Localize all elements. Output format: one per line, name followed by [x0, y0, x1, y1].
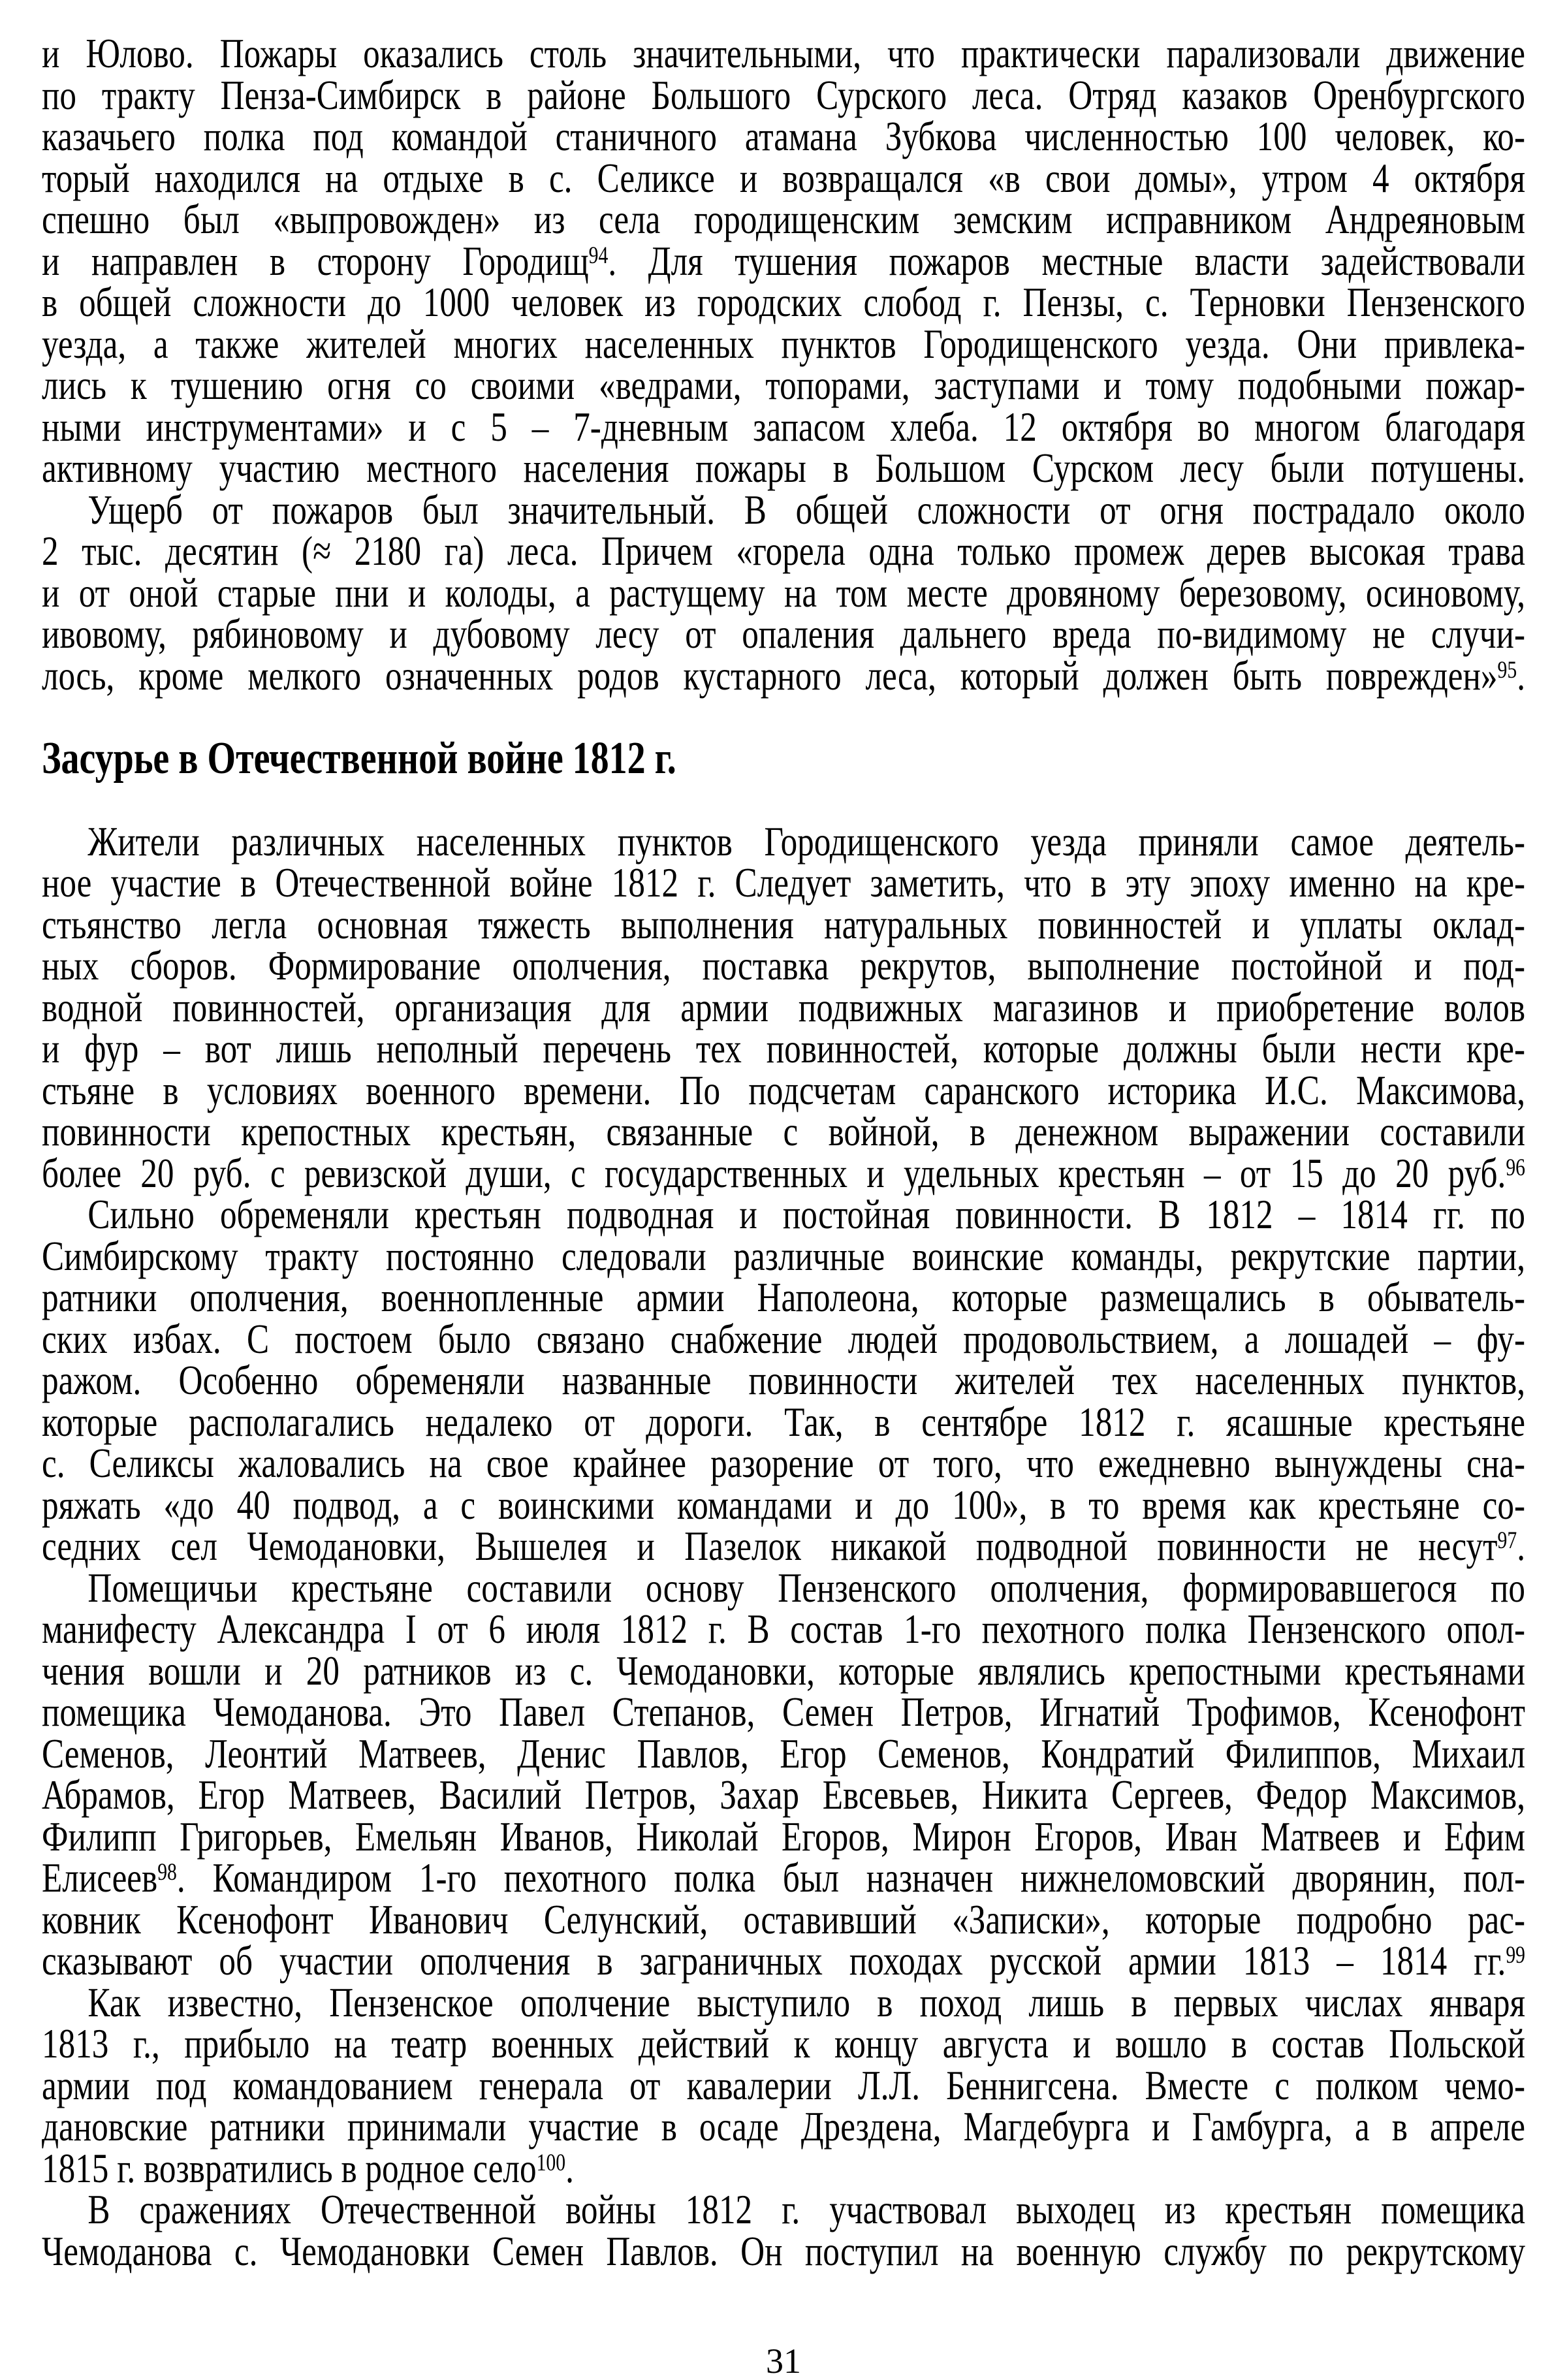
text-line: ратники ополчения, военнопленные армии Наполеона, которые размещались в обыватель-	[42, 1274, 1525, 1320]
text-line: ных сборов. Формирование ополчения, поставка рекрутов, выполнение постойной и под-	[42, 942, 1525, 989]
text-line: Помещичьи крестьяне составили основу Пензенского ополчения, формировавшегося по	[87, 1564, 1526, 1611]
footnote-ref: 100	[536, 2149, 566, 2176]
paragraph	[42, 1564, 1526, 1984]
text-line: 1815 г. возвратились в родное село$^{100}$.	[42, 2144, 574, 2191]
text-line: ряжать «до 40 подвод, а с воинскими командами и до 100», в то время как крестьяне со-	[42, 1481, 1525, 1528]
text-line: чения вошли и 20 ратников из с. Чемодановки, которые являлись крепостными крестьянами	[42, 1647, 1525, 1694]
text-line: ражом. Особенно обременяли названные повинности жителей тех населенных пунктов,	[42, 1357, 1525, 1403]
text-line: и от оной старые пни и колоды, а растущему на том месте дровяному березовому, осиновому,	[42, 569, 1525, 616]
text-line: по тракту Пенза-Симбирск в районе Большого Сурского леса. Отряд казаков Оренбургского	[42, 71, 1525, 118]
section-heading: Засурье в Отечественной войне 1812 г.	[42, 733, 676, 784]
text-line: Филипп Григорьев, Емельян Иванов, Николай Егоров, Мирон Егоров, Иван Матвеев и Ефим	[42, 1813, 1525, 1860]
footnote-ref: 94	[588, 242, 609, 269]
text-line: и направлен в сторону Городищ$^{94}$. Для тушения пожаров местные власти задействовали	[42, 237, 1526, 284]
text-line: уезда, а также жителей многих населенных пунктов Городищенского уезда. Они привлека-	[42, 320, 1525, 367]
text-line: Абрамов, Егор Матвеев, Василий Петров, Захар Евсевьев, Никита Сергеев, Федор Максимов,	[42, 1771, 1525, 1818]
text-line: ными инструментами» и с 5 – 7-дневным запасом хлеба. 12 октября во многом благодаря	[42, 403, 1525, 450]
paragraph	[42, 817, 1526, 1196]
footnote-ref: 99	[1506, 1942, 1525, 1969]
footnote-ref: 96	[1506, 1154, 1525, 1181]
paragraph	[42, 486, 1526, 699]
text-line: казачьего полка под командой станичного атамана Зубкова численностью 100 человек, ко-	[42, 113, 1525, 159]
text-line: ковник Ксенофонт Иванович Селунский, оставивший «Записки», которые подробно рас-	[42, 1896, 1525, 1943]
text-line: Чемоданова с. Чемодановки Семен Павлов. Он поступил на военную службу по рекрутскому	[42, 2227, 1525, 2274]
text-line: активному участию местного населения пожары в Большом Сурском лесу были потушены.	[42, 445, 1525, 491]
text-line: манифесту Александра I от 6 июля 1812 г. В состав 1-го пехотного полка Пензенского опол-	[42, 1606, 1525, 1652]
text-line: торый находился на отдыхе в с. Селиксе и возвращался «в свои домы», утром 4 октября	[42, 154, 1525, 201]
footnote-ref: 97	[1497, 1527, 1517, 1555]
text-line: стьяне в условиях военного времени. По подсчетам саранского историка И.С. Максимова,	[42, 1066, 1525, 1113]
text-line: ивовому, рябиновому и дубовому лесу от опаления дальнего вреда по-видимому не случи-	[42, 611, 1525, 657]
text-line: в общей сложности до 1000 человек из городских слобод г. Пензы, с. Терновки Пензенского	[42, 279, 1525, 325]
paragraph	[42, 30, 1526, 491]
text-line: седних сел Чемодановки, Вышелея и Пазелок никакой подводной повинности не несут$^{97}$.	[42, 1523, 1525, 1569]
text-line: более 20 руб. с ревизской души, с государственных и удельных крестьян – от 15 до 20 руб.$^{96}$	[42, 1149, 1525, 1196]
text-line: спешно был «выпровожден» из села городищенским земским исправником Андреяновым	[42, 196, 1525, 242]
text-line: армии под командованием генерала от кавалерии Л.Л. Беннигсена. Вместе с полком чемо-	[42, 2061, 1525, 2108]
text-line: водной повинностей, организация для армии подвижных магазинов и приобретение волов	[42, 983, 1525, 1030]
footnote-ref: 95	[1497, 656, 1517, 684]
text-line: ских избах. С постоем было связано снабжение людей продовольствием, а лошадей – фу-	[42, 1315, 1525, 1362]
paragraph	[42, 2186, 1526, 2274]
text-line: Как известно, Пензенское ополчение выступило в поход лишь в первых числах января	[87, 1978, 1526, 2025]
text-line: и фур – вот лишь неполный перечень тех повинностей, которые должны были нести кре-	[42, 1025, 1525, 1071]
text-line: которые располагались недалеко от дороги. Так, в сентябре 1812 г. ясашные крестьяне	[42, 1398, 1525, 1445]
text-line: лись к тушению огня со своими «ведрами, топорами, заступами и тому подобными пожар-	[42, 362, 1525, 408]
footnote-ref: 98	[157, 1859, 177, 1886]
text-line: сказывают об участии ополчения в заграничных походах русской армии 1813 – 1814 гг.$^{99}$	[42, 1937, 1525, 1984]
paragraph	[42, 1978, 1526, 2191]
text-line: Симбирскому тракту постоянно следовали различные воинские команды, рекрутские партии,	[42, 1232, 1525, 1279]
text-line: 1813 г., прибыло на театр военных действий к концу августа и вошло в состав Польской	[42, 2020, 1525, 2067]
text-line: и Юлово. Пожары оказались столь значительными, что практически парализовали движение	[42, 30, 1525, 76]
text-content	[42, 30, 1526, 2274]
text-line: с. Селиксы жаловались на свое крайнее разорение от того, что ежедневно вынуждены сна-	[42, 1440, 1525, 1486]
paragraph	[42, 1191, 1526, 1569]
text-line: дановские ратники принимали участие в осаде Дрездена, Магдебурга и Гамбурга, а в апреле	[42, 2103, 1525, 2150]
text-line: 2 тыс. десятин (≈ 2180 га) леса. Причем «горела одна только промеж дерев высокая трава	[42, 528, 1525, 574]
text-line: Семенов, Леонтий Матвеев, Денис Павлов, Егор Семенов, Кондратий Филиппов, Михаил	[42, 1730, 1525, 1777]
text-line: ное участие в Отечественной войне 1812 г. Следует заметить, что в эту эпоху именно на кре-	[42, 859, 1525, 906]
text-line: стьянство легла основная тяжесть выполнения натуральных повинностей и уплаты оклад-	[42, 900, 1525, 947]
text-line: лось, кроме мелкого означенных родов кустарного леса, который должен быть поврежден»$^{95}$.	[42, 652, 1525, 699]
text-line: помещика Чемоданова. Это Павел Степанов, Семен Петров, Игнатий Трофимов, Ксенофонт	[42, 1689, 1525, 1735]
text-line: В сражениях Отечественной войны 1812 г. участвовал выходец из крестьян помещика	[87, 2186, 1526, 2232]
page-number: 31	[766, 2341, 801, 2380]
text-line: Жители различных населенных пунктов Городищенского уезда приняли самое деятель-	[87, 817, 1526, 865]
text-line: повинности крепостных крестьян, связанные с войной, в денежном выражении составили	[42, 1108, 1525, 1154]
text-line: Ущерб от пожаров был значительный. В общей сложности от огня пострадало около	[87, 486, 1526, 533]
text-line: Сильно обременяли крестьян подводная и постойная повинности. В 1812 – 1814 гг. по	[87, 1191, 1526, 1237]
text-line: Елисеев$^{98}$. Командиром 1-го пехотного полка был назначен нижнеломовский дворянин, пол-	[42, 1854, 1526, 1901]
